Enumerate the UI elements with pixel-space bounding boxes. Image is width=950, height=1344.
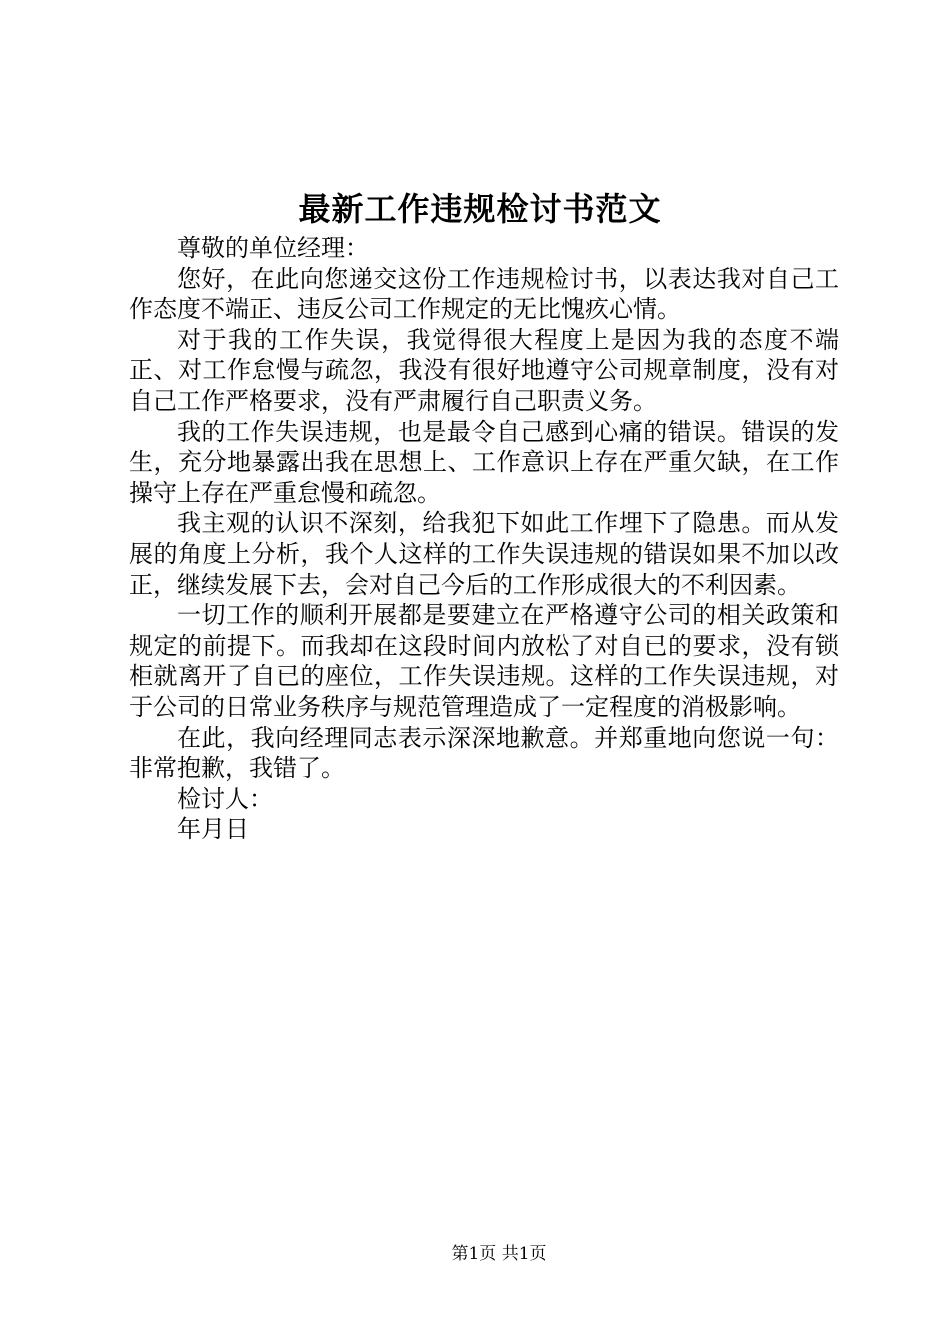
salutation: 尊敬的单位经理：	[177, 234, 369, 262]
paragraph-intro: 您好，在此向您递交这份工作违规检讨书，以表达我对自己工作态度不端正、违反公司工作规定的无比愧疚心情。	[129, 264, 839, 324]
paragraph-apology: 在此，我向经理同志表示深深地歉意。并郑重地向您说一句：非常抱歉，我错了。	[129, 723, 839, 783]
document-body	[129, 233, 839, 845]
date-label: 年月日	[177, 815, 249, 844]
paragraph-error: 我的工作失误违规，也是最令自己感到心痛的错误。错误的发生，充分地暴露出我在思想上、工作意识上存在严重欠缺，在工作操守上存在严重怠慢和疏忽。	[129, 417, 839, 507]
document-title: 最新工作违规检讨书范文	[298, 190, 662, 228]
paragraph-attitude: 对于我的工作失误，我觉得很大程度上是因为我的态度不端正、对工作怠慢与疏忽，我没有很好地遵守公司规章制度，没有对自己工作严格要求，没有严肃履行自己职责义务。	[129, 325, 839, 415]
signature-label: 检讨人：	[177, 784, 273, 813]
paragraph-rules: 一切工作的顺利开展都是要建立在严格遵守公司的相关政策和规定的前提下。而我却在这段时间内放松了对自已的要求，没有锁柜就离开了自已的座位，工作失误违规。这样的工作失误违规，对于公司的日常业务秩序与规范管理造成了一定程度的消极影响。	[129, 601, 839, 721]
paragraph-analysis: 我主观的认识不深刻，给我犯下如此工作埋下了隐患。而从发展的角度上分析，我个人这样的工作失误违规的错误如果不加以改正，继续发展下去，会对自己今后的工作形成很大的不利因素。	[129, 509, 839, 599]
page-footer: 第1页 共1页	[451, 1244, 547, 1264]
